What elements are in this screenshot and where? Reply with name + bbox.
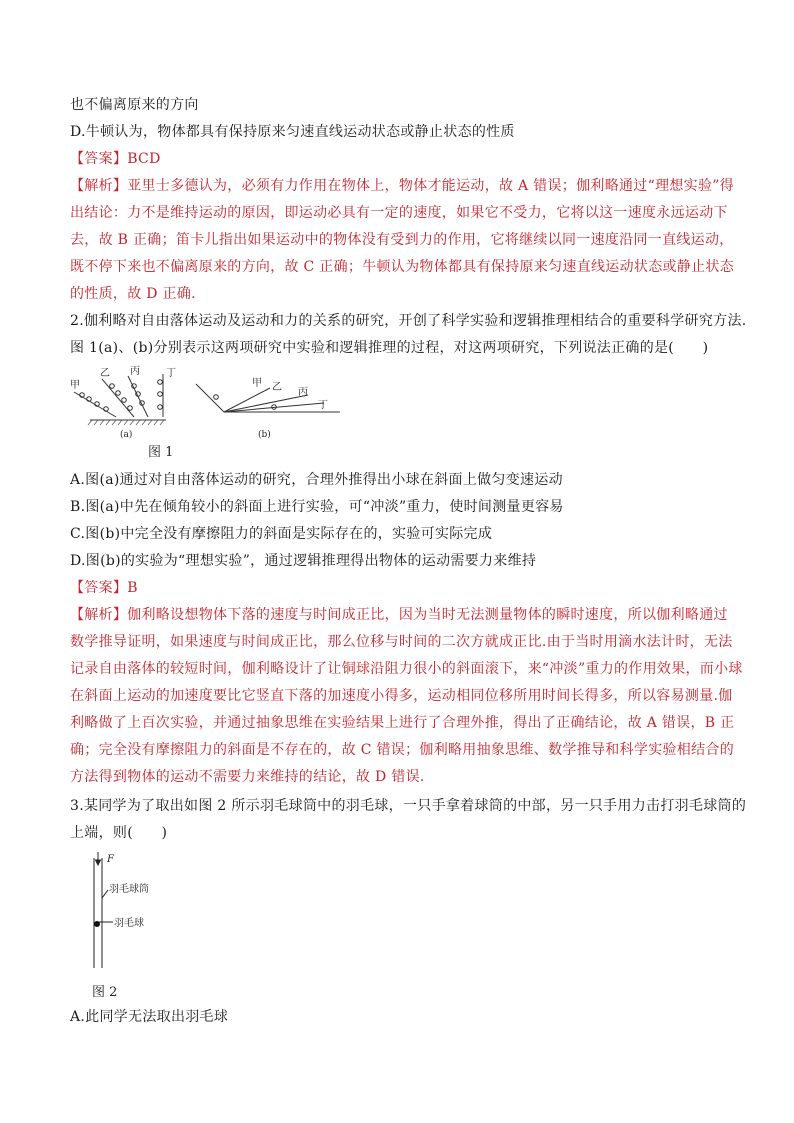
q1-analysis-line: 【解析】亚里士多德认为，必须有力作用在物体上，物体才能运动，故 A 错误；伽利略通过“理想实验”得 (70, 178, 735, 194)
q1-analysis-line: 去，故 B 正确；笛卡儿指出如果运动中的物体没有受到力的作用，它将继续以同一速度沿同一直线运动， (70, 232, 734, 248)
q2-option-b: B.图(a)中先在倾角较小的斜面上进行实验，可“冲淡”重力，使时间测量更容易 (70, 499, 564, 515)
q2-analysis-line: 确；完全没有摩擦阻力的斜面是不存在的，故 C 错误；伽利略用抽象思维、数学推导和科学实验相结合的 (70, 742, 735, 758)
figure-2 (80, 852, 190, 1002)
fig1a-label-ding: 丁 (166, 368, 176, 379)
q1-answer (70, 146, 730, 173)
q2-analysis-line: 【解析】伽利略设想物体下落的速度与时间成正比，因为当时无法测量物体的瞬时速度，所以伽利略通过 (70, 607, 728, 623)
shuttlecock-dot (94, 921, 100, 927)
q2-option-c: C.图(b)中完全没有摩擦阻力的斜面是实际存在的，实验可实际完成 (70, 526, 493, 542)
q1-option-d: D.牛顿认为，物体都具有保持原来匀速直线运动状态或静止状态的性质 (70, 124, 515, 140)
q2-stem-line: 图 1(a)、(b)分别表示这两项研究中实验和逻辑推理的过程，对这两项研究，下列说法正确的是( ) (70, 340, 709, 356)
fig1a-label-jia: 甲 (70, 380, 80, 391)
force-label: F (107, 854, 114, 865)
answer-value: B (127, 580, 138, 596)
answer-tag: 【答案】 (70, 151, 128, 167)
figure-1-caption: 图 1 (148, 445, 174, 460)
q2-analysis-line: 在斜面上运动的加速度要比它竖直下落的加速度小得多，运动相同位移所用时间长得多，所以容易测量.伽 (70, 688, 733, 704)
q3-option-a: A.此同学无法取出羽毛球 (70, 1009, 229, 1025)
fig1a-sublabel: (a) (120, 430, 133, 440)
analysis-tag: 【解析】 (70, 607, 128, 623)
fig1b-label-ding: 丁 (318, 400, 328, 411)
answer-value: BCD (127, 151, 161, 167)
figure-1a (74, 374, 166, 425)
q2-option-d: D.图(b)的实验为“理想实验”，通过逻辑推理得出物体的运动需要力来维持 (70, 553, 537, 569)
q3-stem-line: 上端，则( ) (70, 825, 168, 841)
q2-analysis-line: 记录自由落体的较短时间，伽利略设计了让铜球沿阻力很小的斜面滚下，来“冲淡”重力的作用效果，而小球 (70, 661, 743, 677)
fig1b-label-yi: 乙 (272, 382, 282, 393)
answer-tag: 【答案】 (70, 580, 128, 596)
fig1b-sublabel: (b) (258, 430, 271, 440)
q1-analysis-line: 既不停下来也不偏离原来的方向，故 C 正确；牛顿认为物体都具有保持原来匀速直线运动状态或静止状态 (70, 259, 735, 275)
q1-analysis-line: 的性质，故 D 正确. (70, 286, 196, 302)
fig1b-label-bing: 丙 (298, 387, 308, 398)
fig1a-label-yi: 乙 (100, 368, 110, 379)
q2-analysis-line: 方法得到物体的运动不需要力来维持的结论，故 D 错误. (70, 769, 425, 785)
q2-option-a: A.图(a)通过对自由落体运动的研究，合理外推得出小球在斜面上做匀变速运动 (70, 472, 563, 488)
q2-analysis-line: 利略做了上百次实验，并通过抽象思维在实验结果上进行了合理外推，得出了正确结论，故 A 错误，B 正 (70, 715, 735, 731)
q2-stem-line: 2.伽利略对自由落体运动及运动和力的关系的研究，开创了科学实验和逻辑推理相结合的重要科学研究方法. (70, 313, 747, 329)
q2-analysis-line: 数学推导证明，如果速度与时间成正比，那么位移与时间的二次方就成正比.由于当时用滴水法计时，无法 (70, 634, 733, 650)
q1-continuation: 也不偏离原来的方向 (70, 97, 199, 113)
analysis-tag: 【解析】 (70, 178, 128, 194)
fig1b-label-jia: 甲 (252, 378, 262, 389)
fig1a-label-bing: 丙 (130, 366, 140, 377)
ball-label: 羽毛球 (114, 918, 144, 929)
figure-1 (68, 362, 348, 460)
q3-stem-line: 3.某同学为了取出如图 2 所示羽毛球筒中的羽毛球，一只手拿着球筒的中部，另一只手用力击打羽毛球筒的 (70, 798, 747, 814)
q2-answer (70, 575, 730, 602)
tube-label: 羽毛球筒 (109, 884, 149, 895)
q1-analysis-line: 出结论：力不是维持运动的原因，即运动必具有一定的速度，如果它不受力，它将以这一速度永远运动下 (70, 205, 728, 221)
figure-2-caption: 图 2 (92, 985, 118, 1000)
